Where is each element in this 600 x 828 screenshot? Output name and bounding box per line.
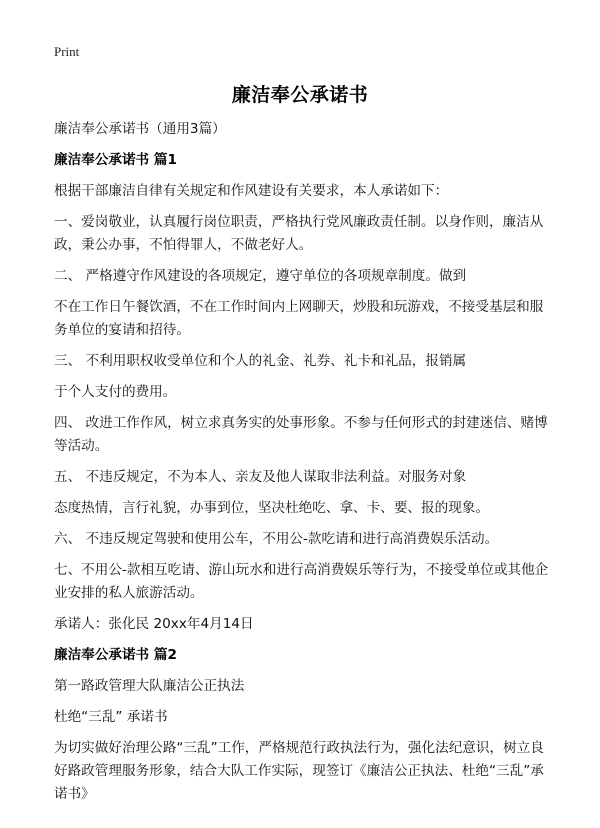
document-subtitle: 廉洁奉公承诺书（通用3篇） — [54, 121, 226, 137]
paragraph: 态度热情，言行礼貌，办事到位，坚决杜绝吃、拿、卡、要、报的现象。 — [54, 500, 489, 516]
print-link[interactable]: Print — [54, 44, 80, 59]
paragraph: 杜绝“三乱” 承诺书 — [54, 709, 168, 725]
paragraph: 四、 改进工作作风，树立求真务实的处事形象。不参与任何形式的封建迷信、赌博等活动。 — [54, 415, 548, 454]
paragraph: 于个人支付的费用。 — [54, 384, 177, 400]
paragraph: 根据干部廉洁自律有关规定和作风建设有关要求，本人承诺如下： — [54, 183, 449, 199]
signature-line: 承诺人：张化民 20xx年4月14日 — [54, 616, 254, 632]
paragraph: 二、 严格遵守作风建设的各项规定，遵守单位的各项规章制度。做到 — [54, 268, 467, 284]
paragraph: 六、 不违反规定驾驶和使用公车，不用公-款吃请和进行高消费娱乐活动。 — [54, 531, 499, 547]
paragraph: 三、 不利用职权收受单位和个人的礼金、礼券、礼卡和礼品，报销属 — [54, 353, 467, 369]
paragraph: 为切实做好治理公路“三乱”工作，严格规范行政执法行为，强化法纪意识，树立良好路政管理服务形象，结合大队工作实际，现签订《廉洁公正执法、杜绝“三乱”承诺书》 — [54, 740, 544, 802]
section-heading: 廉洁奉公承诺书 篇1 — [54, 152, 177, 168]
paragraph: 五、 不违反规定，不为本人、亲友及他人谋取非法利益。对服务对象 — [54, 469, 467, 485]
page-title: 廉洁奉公承诺书 — [231, 84, 369, 106]
paragraph: 一、爱岗敬业，认真履行岗位职责，严格执行党风廉政责任制。以身作则，廉洁从政，秉公办事，不怕得罪人，不做老好人。 — [54, 214, 544, 253]
section-heading: 廉洁奉公承诺书 篇2 — [54, 647, 177, 663]
paragraph: 七、不用公-款相互吃请、游山玩水和进行高消费娱乐等行为，不接受单位或其他企业安排的私人旅游活动。 — [54, 562, 549, 601]
paragraph: 不在工作日午餐饮酒，不在工作时间内上网聊天，炒股和玩游戏，不接受基层和服务单位的宴请和招待。 — [54, 299, 544, 338]
paragraph: 第一路政管理大队廉洁公正执法 — [54, 678, 245, 694]
document-body — [54, 118, 554, 814]
